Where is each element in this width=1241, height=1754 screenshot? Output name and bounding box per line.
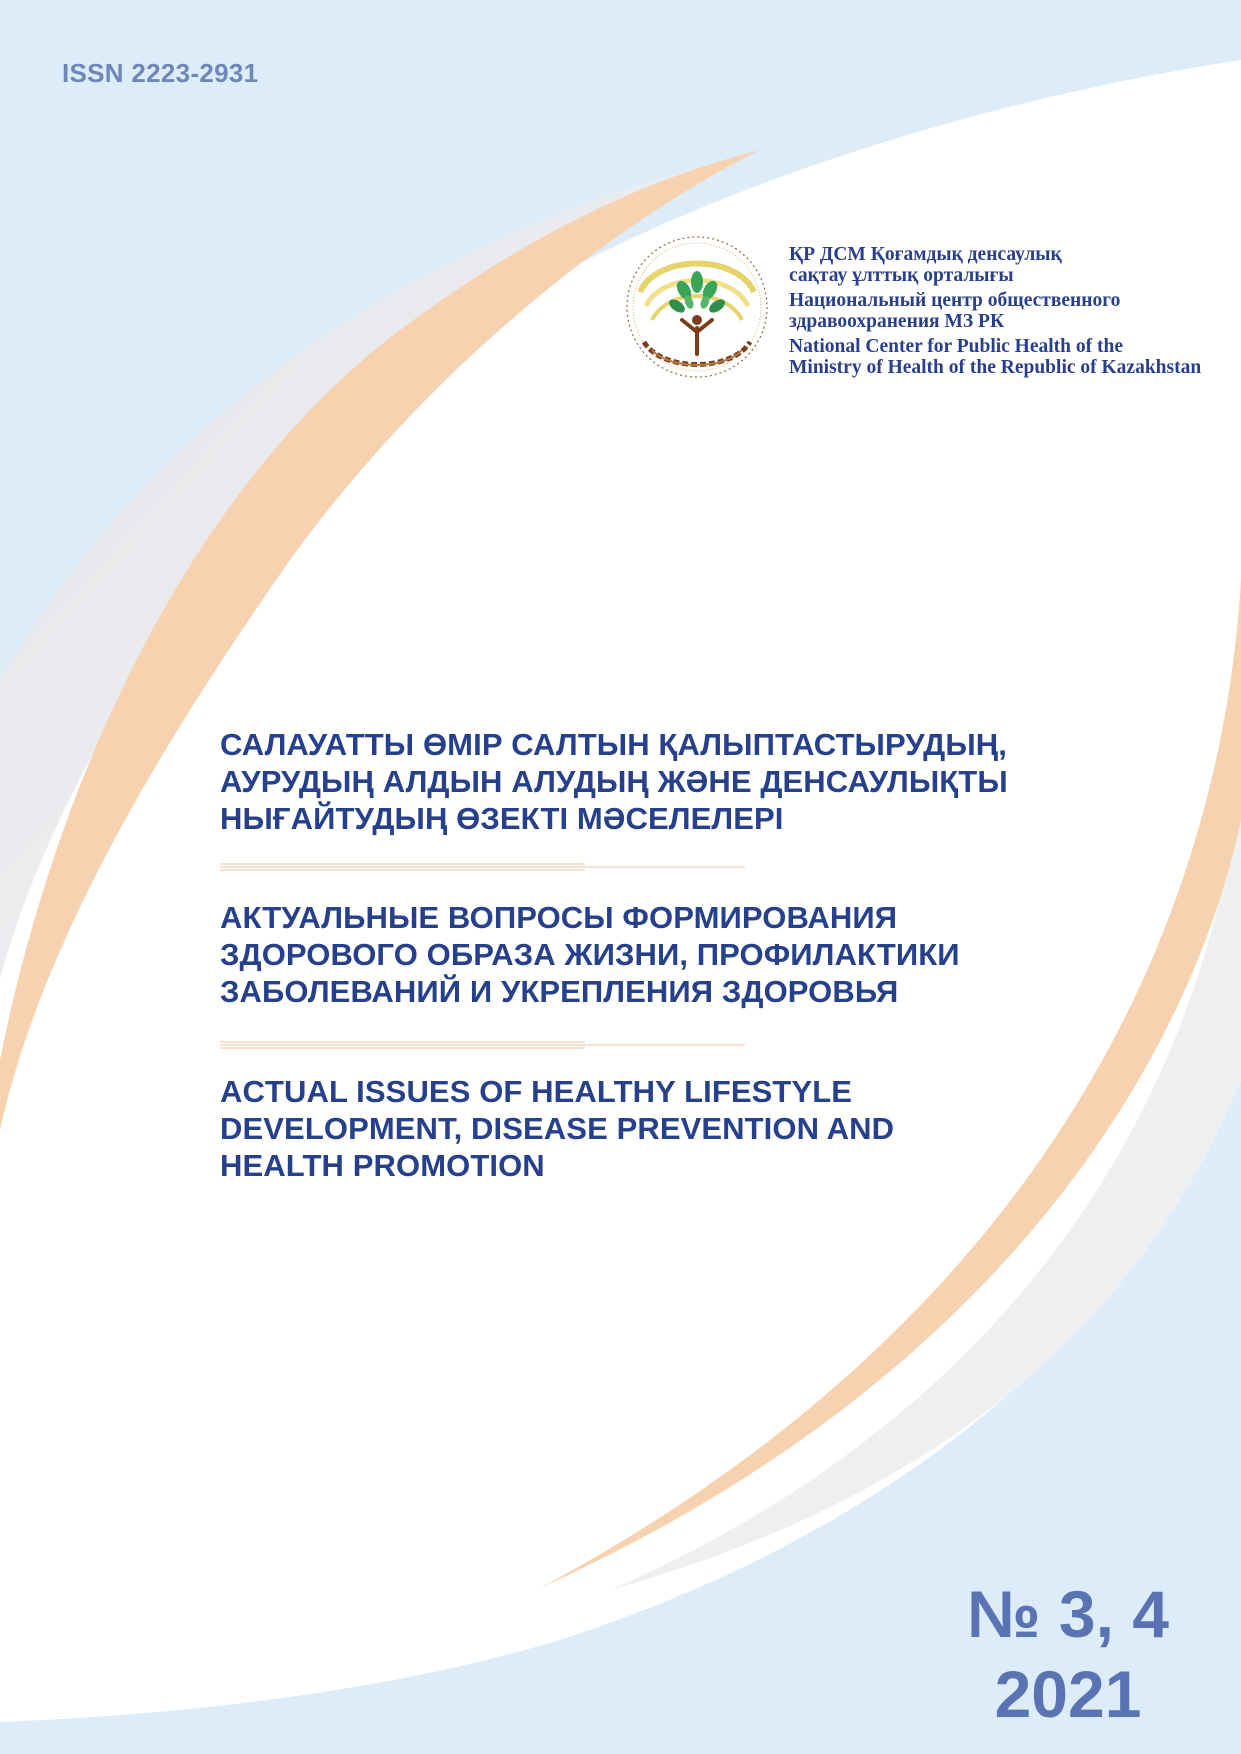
title-separator xyxy=(220,862,745,872)
organization-name-ru: Национальный центр общественного здравоохранения МЗ РК xyxy=(789,290,1121,332)
title-kazakh: САЛАУАТТЫ ӨМІР САЛТЫН ҚАЛЫПТАСТЫРУДЫҢ, АУРУДЫҢ АЛДЫН АЛУДЫҢ ЖӘНЕ ДЕНСАУЛЫҚТЫ НЫҒАЙТУДЫҢ ӨЗЕКТІ МӘСЕЛЕЛЕРІ xyxy=(220,727,1008,836)
issue-info xyxy=(967,1574,1169,1734)
organization-name xyxy=(789,244,1201,382)
title-russian: АКТУАЛЬНЫЕ ВОПРОСЫ ФОРМИРОВАНИЯ ЗДОРОВОГО ОБРАЗА ЖИЗНИ, ПРОФИЛАКТИКИ ЗАБОЛЕВАНИЙ И УКРЕПЛЕНИЯ ЗДОРОВЬЯ xyxy=(220,900,960,1009)
issn-label: ISSN 2223-2931 xyxy=(62,58,259,88)
title-separator xyxy=(220,1040,745,1050)
organization-name-en: National Center for Public Health of the Ministry of Health of the Republic of Kazakhstan xyxy=(789,336,1202,378)
organization-name-kk: ҚР ДСМ Қоғамдық денсаулық сақтау ұлттық орталығы xyxy=(789,244,1062,286)
issue-number: № 3, 4 xyxy=(967,1577,1169,1651)
issue-year: 2021 xyxy=(994,1657,1142,1731)
ncph-emblem-logo xyxy=(622,232,772,382)
title-english: ACTUAL ISSUES OF HEALTHY LIFESTYLE DEVELOPMENT, DISEASE PREVENTION AND HEALTH PROMOTION xyxy=(220,1074,895,1183)
